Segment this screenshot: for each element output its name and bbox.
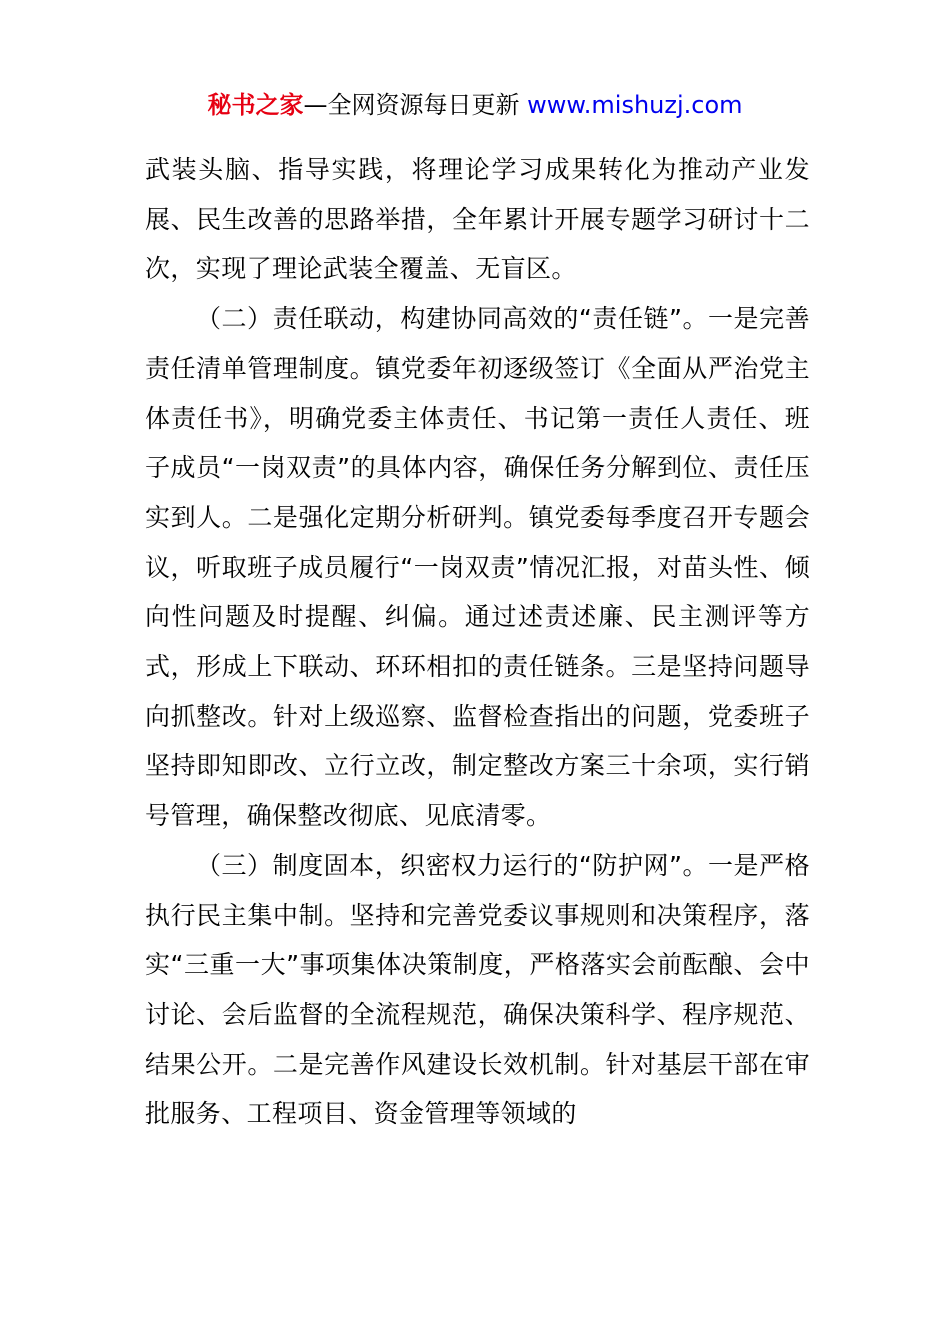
paragraph-section-3: （三）制度固本，织密权力运行的“防护网”。一是严格执行民主集中制。坚持和完善党委议事规则和决策程序，落实“三重一大”事项集体决策制度，严格落实会前酝酿、会中讨论、会后监督的全流程规范，确保决策科学、程序规范、结果公开。二是完善作风建设长效机制。针对基层干部在审批服务、工程项目、资金管理等领域的: [145, 850, 810, 1129]
site-url[interactable]: www.mishuzj.com: [527, 91, 743, 119]
site-header: [0, 88, 950, 122]
paragraph-section-2: （二）责任联动，构建协同高效的“责任链”。一是完善责任清单管理制度。镇党委年初逐级签订《全面从严治党主体责任书》，明确党委主体责任、书记第一责任人责任、班子成员“一岗双责”的具体内容，确保任务分解到位、责任压实到人。二是强化定期分析研判。镇党委每季度召开专题会议，听取班子成员履行“一岗双责”情况汇报，对苗头性、倾向性问题及时提醒、纠偏。通过述责述廉、民主测评等方式，形成上下联动、环环相扣的责任链条。三是坚持问题导向抓整改。针对上级巡察、监督检查指出的问题，党委班子坚持即知即改、立行立改，制定整改方案三十余项，实行销号管理，确保整改彻底、见底清零。: [145, 304, 810, 831]
site-brand: 秘书之家: [207, 91, 304, 119]
paragraph-continuation: 武装头脑、指导实践，将理论学习成果转化为推动产业发展、民生改善的思路举措，全年累计开展专题学习研讨十二次，实现了理论武装全覆盖、无盲区。: [145, 155, 810, 284]
site-tagline: —全网资源每日更新: [303, 91, 528, 119]
document-body: [145, 145, 810, 1139]
